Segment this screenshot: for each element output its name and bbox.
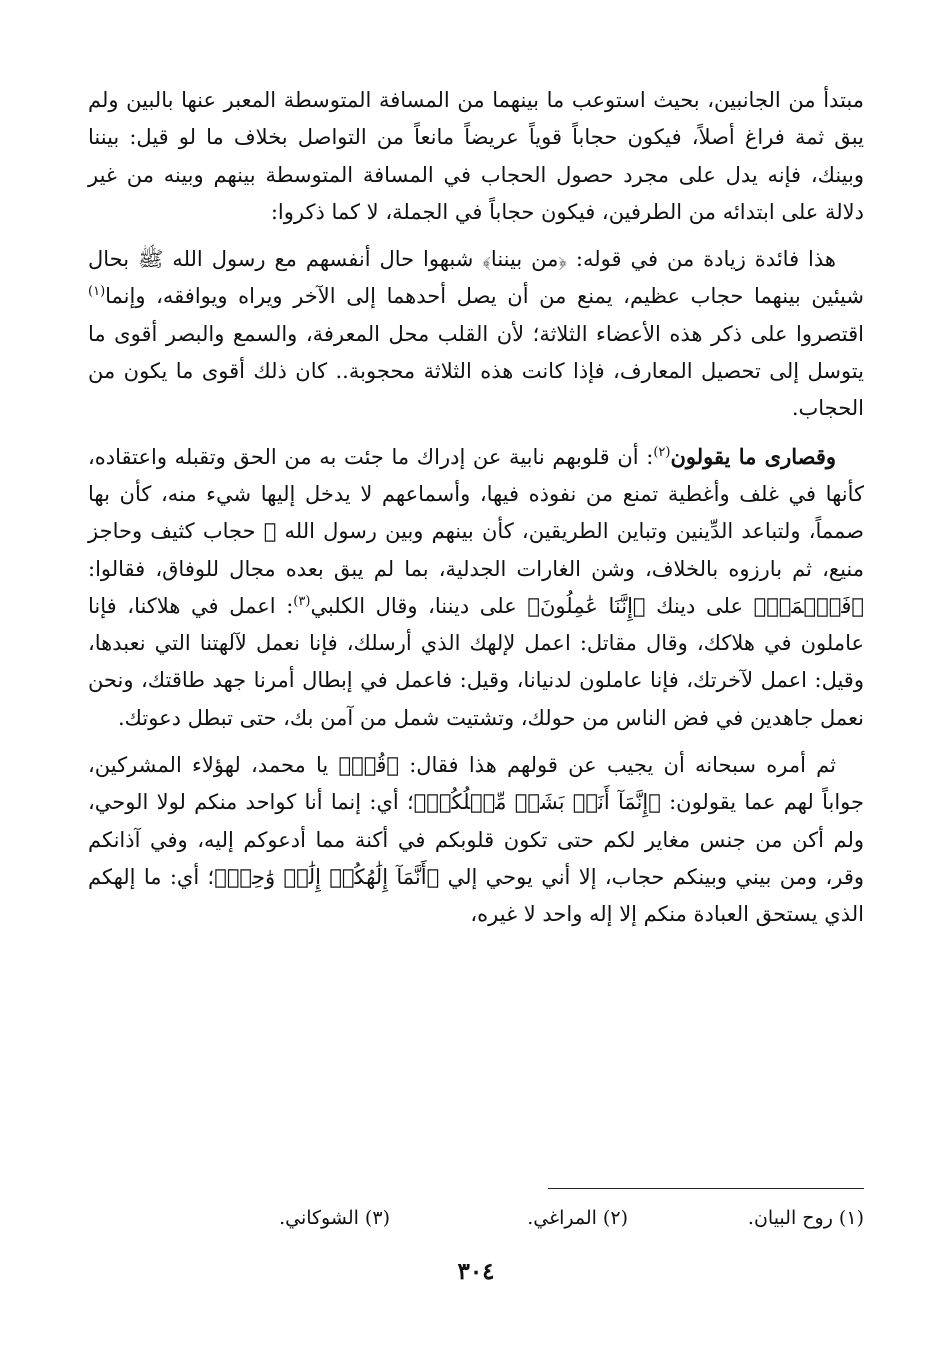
paragraph-4-text: ثم أمره سبحانه أن يجيب عن قولهم هذا فقال: ﴿قُلۡ﴾ يا محمد، لهؤلاء المشركين، جواباً لهم عما يقولون: ﴿إِنَّمَآ أَنَا۠ بَشَرٞ مِّثۡلُكُمۡ﴾؛ أي: إنما أنا كواحد منكم لولا الوحي، ولم أكن من جنس مغاير لكم حتى تكون قلوبكم في أكنة مما أدعوكم إليه، وفي آذانكم وقر، ومن بيني وبينكم حجاب، إلا أني يوحي إلي ﴿أَنَّمَآ إِلَٰهُكُمۡ إِلَٰهٞ وَٰحِدٞ﴾؛ أي: ما إلهكم الذي يستحق العبادة منكم إلا إله واحد لا غيره،	[88, 753, 865, 927]
footnote-3: (٣) الشوكاني.	[279, 1207, 390, 1229]
paragraph-3-lead: وقصارى ما يقولون	[670, 443, 837, 469]
footnote-divider	[548, 1188, 864, 1189]
paragraph-2-text-a: هذا فائدة زيادة من في قوله: ﴿من بيننا﴾ شبهوا حال أنفسهم مع رسول الله ﷺ بحال شيئين بينهما حجاب عظيم، يمنع من أن يصل أحدهما إلى الآخر ويراه ويوافقه، وإنما	[88, 247, 864, 309]
paragraph-2-text-b: اقتصروا على ذكر هذه الأعضاء الثلاثة؛ لأن القلب محل المعرفة، والسمع والبصر أقوى ما يتوسل إلى تحصيل المعارف، فإذا كانت هذه الثلاثة محجوبة.. كان ذلك أقوى ما يكون من الحجاب.	[88, 321, 864, 421]
footnote-ref-2: (٢)	[653, 444, 671, 460]
page-number: ٣٠٤	[457, 1258, 495, 1285]
paragraph-3-text-b: : اعمل في هلاكنا، فإنا عاملون في هلاكك، وقال مقاتل: اعمل لإلهك الذي أرسلك، فإنا نعمل لآلهتنا التي نعبدها، وقيل: اعمل لآخرتك، فإنا عاملون لدنيانا، وقيل: فاعمل في إبطال أمرنا جهد طاقتك، ونحن نعمل جاهدين في فض الناس من حولك، وتشتيت شمل من آمن بك، حتى تبطل دعوتك.	[88, 593, 864, 730]
paragraph-1-text: مبتدأ من الجانبين، بحيث استوعب ما بينهما من المسافة المتوسطة المعبر عنها بالبين ولم يبق ثمة فراغ أصلاً، فيكون حجاباً قوياً عريضاً مانعاً من التواصل بخلاف ما لو قيل: بيننا وبينك، فإنه يدل على مجرد حصول الحجاب في المسافة المتوسطة بينهم وبينه من غير دلالة على ابتدائه من الطرفين، فيكون حجاباً في الجملة، لا كما ذكروا:	[88, 88, 864, 224]
main-text	[88, 82, 864, 934]
footnote-1: (١) روح البيان.	[747, 1207, 864, 1229]
paragraph-3-text-a: : أن قلوبهم نابية عن إدراك ما جئت به من الحق وتقبله واعتقاده، كأنها في غلف وأغطية تمنع من نفوذه فيها، وأسماعهم لا يدخل إليها شيء منه، كأن بها صمماً، ولتباعد الدِّينين وتباين الطريقين، كأن بينهم وبين رسول الله ﷺ حجاب كثيف وحاجز منيع، ثم بارزوه بالخلاف، وشن الغارات الجدلية، بما لم يبق بعده مجال للوفاق، فقالوا: ﴿فَٱعۡمَلۡ﴾ على دينك ﴿إِنَّنَا عَٰمِلُونَ﴾ على ديننا، وقال الكلبي	[88, 444, 864, 618]
paragraph-3	[88, 438, 864, 737]
footnote-ref-3: (٣)	[293, 593, 311, 609]
footnote-ref-1: (١)	[88, 284, 106, 300]
footnotes	[88, 1204, 864, 1232]
footnote-2: (٢) المراغي.	[527, 1207, 628, 1229]
document-page	[88, 82, 864, 1363]
paragraph-2	[88, 241, 864, 427]
paragraph-1	[88, 82, 864, 231]
paragraph-4	[88, 747, 864, 933]
